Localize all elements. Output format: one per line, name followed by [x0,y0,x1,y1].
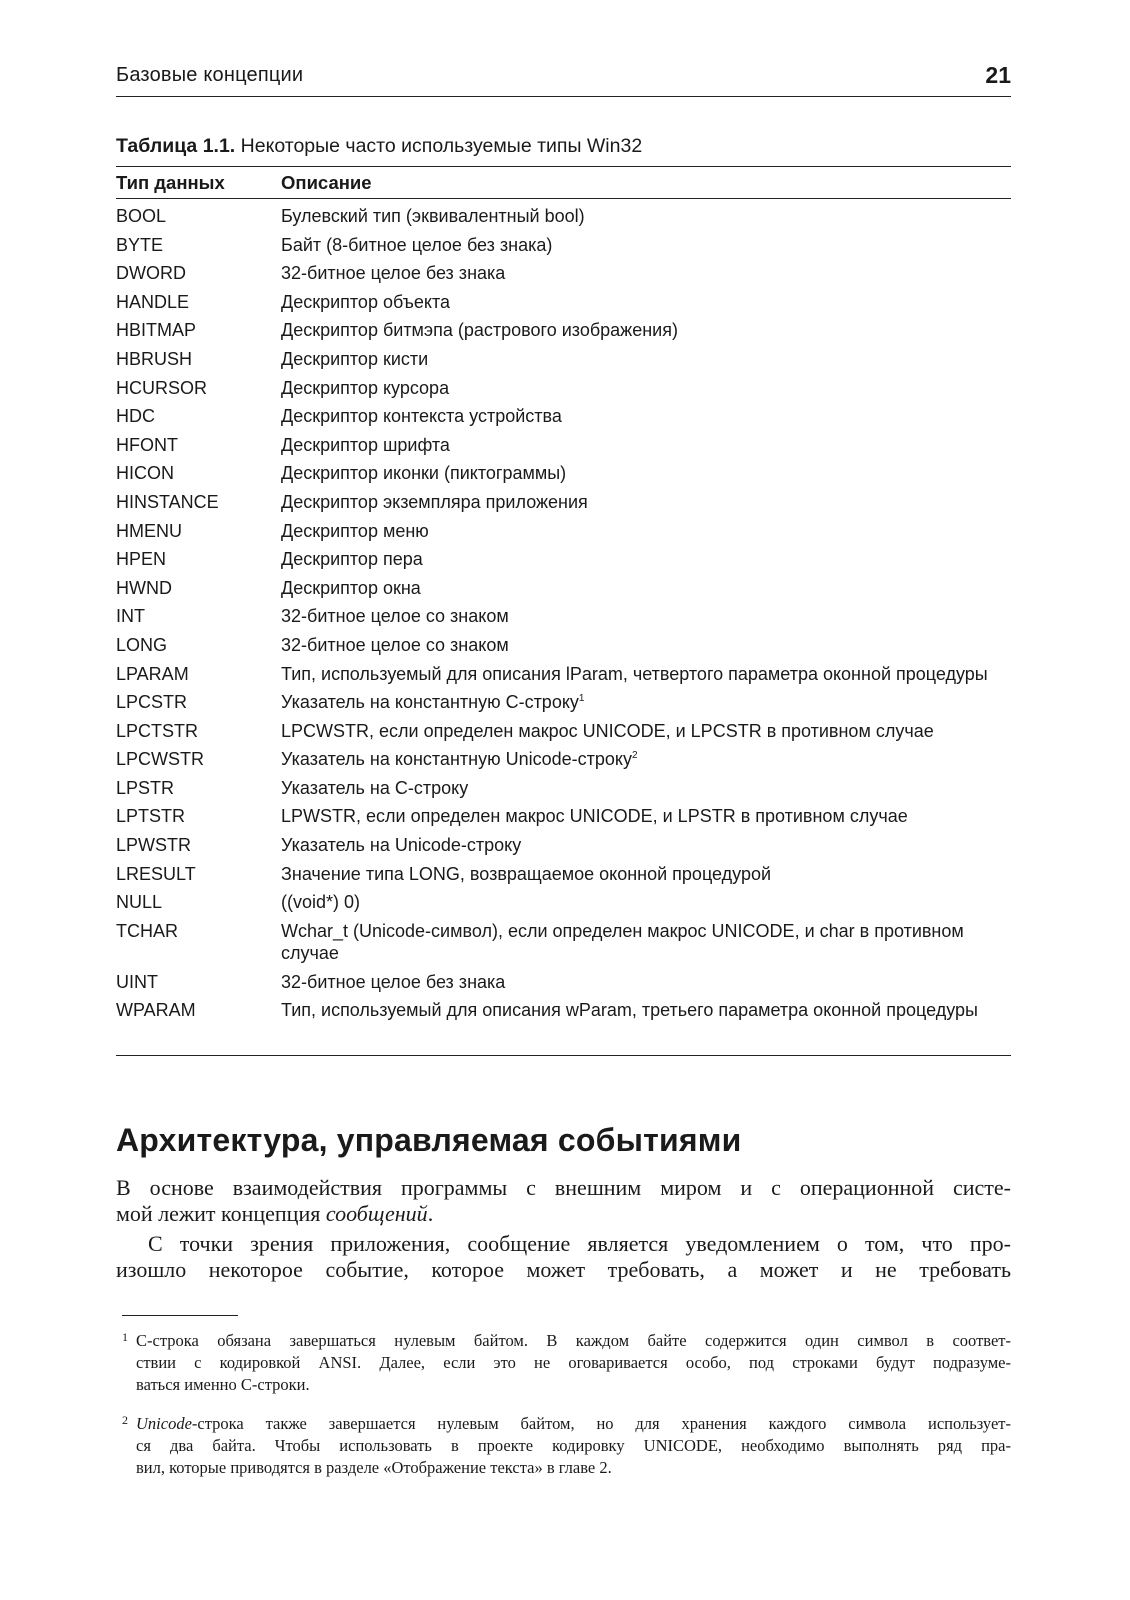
footnote-1 [122,1330,1011,1396]
description-cell [281,999,1011,1022]
footnote-1-line-2: ствии с кодировкой ANSI. Далее, если это не оговаривается особо, под строками будут подразуме- [136,1353,1011,1372]
description-cell [281,691,1011,714]
description-text: Тип, используемый для описания lParam, четвертого параметра оконной процедуры [281,663,988,684]
table-row [116,377,1011,406]
description-cell [281,720,1011,743]
footnote-2-line-3: вил, которые приводятся в разделе «Отображение текста» в главе 2. [136,1458,612,1477]
table-row [116,434,1011,463]
description-text: Указатель на константную Unicode-строку [281,749,632,770]
table-caption-label: Таблица 1.1. [116,135,236,157]
types-table [116,166,1011,1056]
table-row [116,291,1011,320]
footnote-2 [122,1413,1011,1479]
description-text: LPCWSTR, если определен макрос UNICODE, и LPCSTR в противном случае [281,720,934,741]
description-cell [281,262,1011,285]
table-caption [116,135,1011,158]
type-name-cell: INT [116,606,145,627]
type-name-cell: DWORD [116,263,186,284]
footnote-2-line-1 [136,1413,1011,1435]
description-cell [281,805,1011,828]
type-name-cell: HPEN [116,549,167,570]
description-text: LPWSTR, если определен макрос UNICODE, и LPSTR в противном случае [281,806,908,827]
type-name-cell: HICON [116,463,174,484]
type-name-cell: LPARAM [116,663,189,684]
description-cell [281,434,1011,457]
description-cell [281,748,1011,771]
description-text: Тип, используемый для описания wParam, третьего параметра оконной процедуры [281,1000,978,1021]
description-cell [281,971,1011,994]
footnote-2-number: 2 [122,1413,128,1427]
table-row [116,548,1011,577]
table-row [116,834,1011,863]
footnote-2-line-1-text: -строка также завершается нулевым байтом, но для хранения каждого символа использует- [191,1414,1011,1433]
table-row [116,491,1011,520]
description-cell [281,377,1011,400]
emphasis-term: сообщений [325,1201,428,1226]
footnote-marker: 1 [578,693,585,705]
type-name-cell: HDC [116,406,155,427]
column-header-description: Описание [281,172,372,193]
type-name-cell: BYTE [116,234,164,255]
paragraph-1 [116,1175,1011,1227]
description-cell [281,834,1011,857]
description-text: Дескриптор курсора [281,377,450,398]
table-row [116,805,1011,834]
type-name-cell: LPSTR [116,777,175,798]
description-cell [281,319,1011,342]
table-row [116,348,1011,377]
table-row [116,691,1011,720]
footnote-2-italic-term: Unicode [136,1414,192,1433]
table-row [116,462,1011,491]
description-text: Дескриптор битмэпа (растрового изображения) [281,320,678,341]
running-header [116,62,1011,97]
description-cell [281,491,1011,514]
description-text: Дескриптор пера [281,549,423,570]
section-heading: Архитектура, управляемая событиями [116,1122,742,1158]
description-cell [281,205,1011,228]
description-text: Дескриптор объекта [281,291,451,312]
table-caption-text: Некоторые часто используемые типы Win32 [235,135,643,157]
type-name-cell: HCURSOR [116,377,208,398]
table-row [116,319,1011,348]
type-name-cell: HMENU [116,520,182,541]
description-cell [281,577,1011,600]
paragraph-2-line-2: изошло некоторое событие, которое может требовать, а может и не требовать [116,1257,1011,1282]
table-row [116,605,1011,634]
description-text: Булевский тип (эквивалентный bool) [281,206,585,226]
table-body [116,199,1011,1055]
table-row [116,748,1011,777]
type-name-cell: HINSTANCE [116,491,219,512]
description-text: Байт (8-битное целое без знака) [281,234,553,255]
column-header-type: Тип данных [116,172,225,193]
type-name-cell: BOOL [116,206,167,226]
page-number: 21 [985,62,1011,88]
description-text: Указатель на Unicode-строку [281,835,522,856]
table-row [116,999,1011,1050]
description-text: 32-битное целое со знаком [281,606,509,627]
description-text: Wchar_t (Unicode-символ), если определен макрос UNICODE, и char в противном случае [281,920,964,964]
footnote-rule [122,1315,238,1316]
type-name-cell: LPCTSTR [116,720,199,741]
type-name-cell: LPWSTR [116,835,192,856]
running-title: Базовые концепции [116,64,304,86]
type-name-cell: HANDLE [116,291,190,312]
footnote-1-number: 1 [122,1330,128,1344]
description-text: ((void*) 0) [281,892,361,913]
description-text: Дескриптор окна [281,577,421,598]
table-header-row [116,167,1011,199]
description-text: Дескриптор кисти [281,348,429,369]
table-row [116,577,1011,606]
type-name-cell: HWND [116,577,172,598]
table-row [116,920,1011,971]
description-cell [281,348,1011,371]
table-row [116,405,1011,434]
type-name-cell: LRESULT [116,863,196,884]
table-row [116,971,1011,1000]
description-text: 32-битное целое со знаком [281,634,509,655]
description-text: 32-битное целое без знака [281,971,506,992]
description-cell [281,462,1011,485]
description-text: Указатель на константную C-строку [281,692,579,713]
description-cell [281,605,1011,628]
table-row [116,520,1011,549]
type-name-cell: HFONT [116,434,178,455]
table-row [116,234,1011,263]
description-cell [281,234,1011,257]
table-row [116,663,1011,692]
table-row [116,777,1011,806]
description-text: Указатель на C-строку [281,777,469,798]
type-name-cell: LPTSTR [116,806,186,827]
table-row [116,205,1011,234]
description-cell [281,634,1011,657]
description-cell [281,548,1011,571]
description-cell [281,291,1011,314]
paragraph-1-period: . [427,1201,434,1226]
paragraph-1-text: мой лежит концепция [116,1201,326,1226]
description-text: Дескриптор шрифта [281,434,450,455]
description-cell [281,520,1011,543]
footnote-1-line-3: ваться именно C-строки. [136,1375,310,1394]
type-name-cell: HBRUSH [116,348,193,369]
paragraph-2 [116,1231,1011,1283]
type-name-cell: LONG [116,634,168,655]
description-text: Дескриптор контекста устройства [281,406,562,427]
description-cell [281,920,1011,965]
table-row [116,262,1011,291]
type-name-cell: UINT [116,971,158,992]
footnote-1-line-1: C-строка обязана завершаться нулевым байтом. В каждом байте содержится один символ в соответ- [136,1331,1011,1350]
type-name-cell: HBITMAP [116,320,197,341]
footnote-marker: 2 [631,750,638,762]
type-name-cell: LPCSTR [116,692,188,713]
type-name-cell: TCHAR [116,920,178,941]
type-name-cell: WPARAM [116,1000,196,1021]
description-text: Дескриптор экземпляра приложения [281,491,588,512]
paragraph-2-line-1: С точки зрения приложения, сообщение является уведомлением о том, что про- [148,1231,1011,1256]
paragraph-1-line-1: В основе взаимодействия программы с внешним миром и с операционной систе- [116,1175,1011,1200]
paragraph-1-line-2 [116,1201,1011,1227]
type-name-cell: NULL [116,892,163,913]
type-name-cell: LPCWSTR [116,749,205,770]
description-text: Дескриптор иконки (пиктограммы) [281,463,567,484]
description-text: 32-битное целое без знака [281,263,506,284]
description-text: Значение типа LONG, возвращаемое оконной процедурой [281,863,772,884]
description-cell [281,663,1011,686]
table-row [116,863,1011,892]
footnote-2-line-2: ся два байта. Чтобы использовать в проекте кодировку UNICODE, необходимо выполнять ряд пра- [136,1436,1011,1455]
table-row [116,720,1011,749]
description-cell [281,891,1011,914]
table-row [116,634,1011,663]
description-cell [281,863,1011,886]
description-cell [281,405,1011,428]
description-cell [281,777,1011,800]
table-row [116,891,1011,920]
description-text: Дескриптор меню [281,520,429,541]
